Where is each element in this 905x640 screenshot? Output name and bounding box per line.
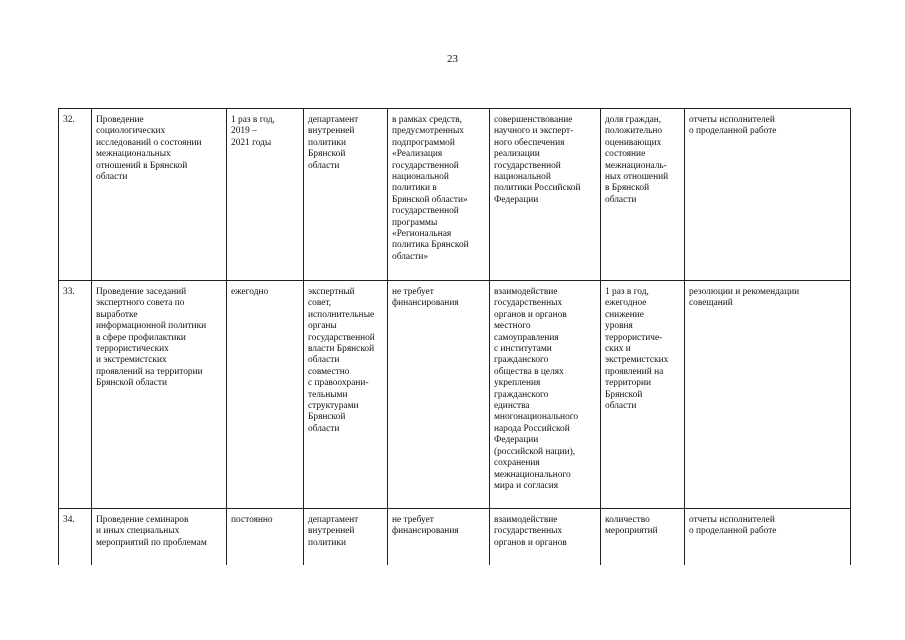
result-cell: резолюции и рекомендации совещаний [685,281,851,509]
event-cell: Проведение семинаров и иных специальных мероприятий по проблемам [92,509,227,565]
indicator-cell: доля граждан, положительно оценивающих состояние межнациональ- ных отношений в Брянской области [601,109,685,281]
period-cell: 1 раз в год, 2019 – 2021 годы [227,109,304,281]
executor-cell: департамент внутренней политики Брянской области [304,109,388,281]
financing-cell: не требует финансирования [388,509,490,565]
measures-table [58,108,851,565]
goal-cell: взаимодействие государственных органов и органов [490,509,601,565]
event-cell: Проведение социологических исследований о состоянии межнациональных отношений в Брянской области [92,109,227,281]
row-number: 33. [59,281,92,509]
table-row [59,509,851,565]
goal-cell: взаимодействие государственных органов и органов местного самоуправления с институтами гражданского общества в целях укрепления гражданского единства многонационального народа Российской Федерации (российской нации), сохранения межнационального мира и согласия [490,281,601,509]
indicator-cell: 1 раз в год, ежегодное снижение уровня террористиче- ских и экстремистских проявлений на территории Брянской области [601,281,685,509]
event-cell: Проведение заседаний экспертного совета по выработке информационной политики в сфере профилактики террористических и экстремистских проявлений на территории Брянской области [92,281,227,509]
row-number: 34. [59,509,92,565]
financing-cell: в рамках средств, предусмотренных подпрограммой «Реализация государственной национальной политики в Брянской области» государственной программы «Региональная политика Брянской области» [388,109,490,281]
period-cell: постоянно [227,509,304,565]
financing-cell: не требует финансирования [388,281,490,509]
row-number: 32. [59,109,92,281]
period-cell: ежегодно [227,281,304,509]
table-row [59,281,851,509]
goal-cell: совершенствование научного и эксперт- ного обеспечения реализации государственной национальной политики Российской Федерации [490,109,601,281]
result-cell: отчеты исполнителей о проделанной работе [685,509,851,565]
executor-cell: экспертный совет, исполнительные органы государственной власти Брянской области совместно с правоохрани- тельными структурами Брянской области [304,281,388,509]
table-row [59,109,851,281]
result-cell: отчеты исполнителей о проделанной работе [685,109,851,281]
indicator-cell: количество мероприятий [601,509,685,565]
page-number: 23 [447,53,458,65]
executor-cell: департамент внутренней политики [304,509,388,565]
